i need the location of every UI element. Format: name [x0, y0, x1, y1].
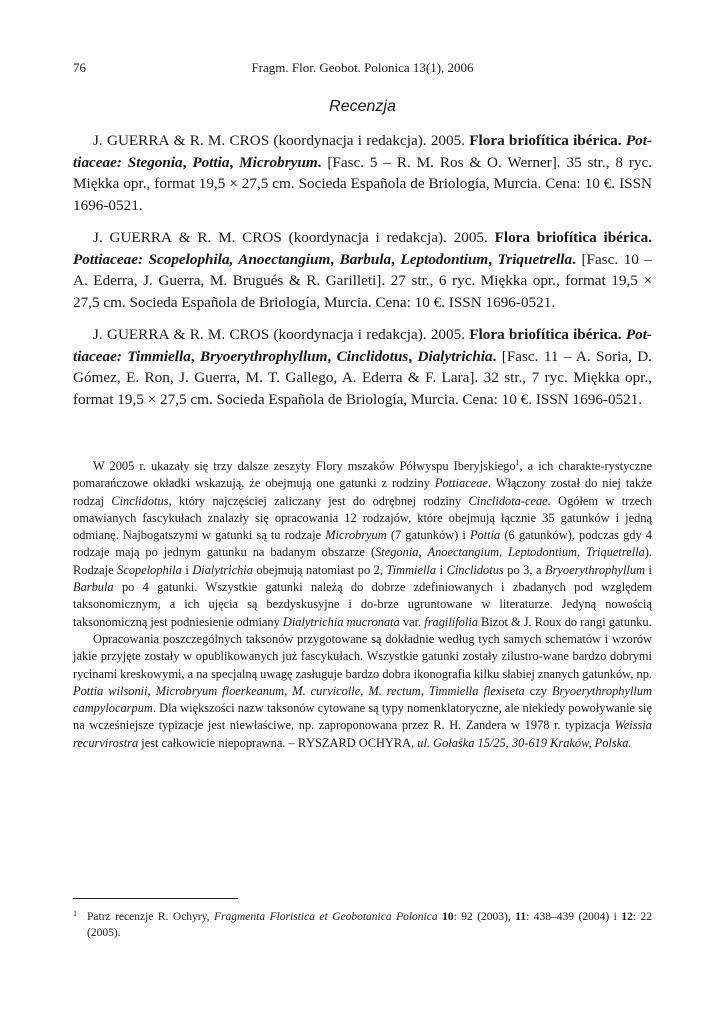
footnote-divider [73, 898, 238, 899]
footnote: 1 Patrz recenzje R. Ochyry, Fragmenta Floristica et Geobotanica Polonica 10: 92 (2003), 11: 438–439 (2004) i 12: 22 (2005). [73, 910, 652, 941]
bibliographic-entry: J. GUERRA & R. M. CROS (koordynacja i redakcja). 2005. Flora briofítica ibérica. Pot-tiaceae: Timmiella, Bryoerythrophyllum, Cinclidotus, Dialytrichia. [Fasc. 11 – A. Soria, D. Gómez, E. Ron, J. Guerra, M. T. Gallego, A. Ederra & F. Lara]. 32 str., 7 ryc. Miękka opr., format 19,5 × 27,5 cm. Socieda Española de Briología, Murcia. Cena: 10 €. ISSN 1696-0521. [73, 326, 653, 408]
reviewer-address: ul. Gołaśka 15/25, 30-619 Kraków, Polska. [417, 735, 632, 750]
page-number: 76 [73, 60, 86, 75]
bibliographic-entry: J. GUERRA & R. M. CROS (koordynacja i redakcja). 2005. Flora briofítica ibérica. Pot-tiaceae: Stegonia, Pottia, Microbryum. [Fasc. 5 – R. M. Ros & O. Werner]. 35 str., 8 ryc. Miękka opr., format 19,5 × 27,5 cm. Socieda Española de Briología, Murcia. Cena: 10 €. ISSN 1696-0521. [73, 132, 653, 214]
body-paragraph: Opracowania poszczególnych taksonów przygotowane są dokładnie według tych samych schematów i wzorów jakie przyjęte zostały w opublikowanych już fascykułach. Wszystkie gatunki zostały zilustro-wane bardzo dobrymi rycinami kreskowymi, a na specjalną uwagę zasługuje bardzo dobra ikonografia kilku słabiej znanych gatunków, np. Pottia wilsonii, Microbryum floerkeanum, M. curvicolle, M. rectum, Timmiella flexiseta czy Bryoerythrophyllum campylocarpum. Dla większości nazw taksonów cytowane są typy nomenklatoryczne, ale niekiedy powoływanie się na wcześniejsze typizacje jest niewłaściwe, np. zaproponowana przez R. H. Zandera w 1978 r. typizacja Weissia recurvirostra jest całkowicie niepoprawna. – RYSZARD OCHYRA, ul. Gołaśka 15/25, 30-619 Kraków, Polska. [73, 631, 653, 750]
footnote-mark: 1 [73, 909, 77, 918]
bibliographic-entry: J. GUERRA & R. M. CROS (koordynacja i redakcja). 2005. Flora briofítica ibérica. Pottiaceae: Scopelophila, Anoectangium, Barbula, Leptodontium, Triquetrella. [Fasc. 10 – A. Ederra, J. Guerra, M. Brugués & R. Garilleti]. 27 str., 6 ryc. Miękka opr., format 19,5 × 27,5 cm. Socieda Española de Briología, Murcia. Cena: 10 €. ISSN 1696-0521. [73, 229, 653, 311]
journal-citation: Fragm. Flor. Geobot. Polonica 13(1), 2006 [251, 60, 474, 75]
footnote-reference: 1 [515, 458, 520, 467]
body-paragraph: W 2005 r. ukazały się trzy dalsze zeszyty Flory mszaków Półwyspu Iberyjskiego$^1$, a ich charakte-rystyczne pomarańczowe okładki wskazują, że obejmują one gatunki z rodziny Pottiaceae. Włączony został do niej także rodzaj Cinclidotus, który najczęściej zaliczany jest do odrębnej rodziny Cinclidota-ceae. Ogółem w trzech omawianych fascykułach znalazły się opracowania 12 rodzajów, które obejmują łącznie 35 gatunków i jedną odmianę. Najbogatszymi w gatunki są tu rodzaje Microbryum (7 gatunków) i Pottia (6 gatunków), podczas gdy 4 rodzaje mają po jednym gatunku na badanym obszarze (Stegonia, Anoectangium, Leptodontium, Triquetrella). Rodzaje Scopelophila i Dialytrichia obejmują natomiast po 2, Timmiella i Cinclidotus po 3, a Bryoerythrophyllum i Barbula po 4 gatunki. Wszystkie gatunki należą do dobrze zdefiniowanych i zbadanych pod względem taksonomicznym, a ich ujęcia są bezdyskusyjne i do-brze ugruntowane w literaturze. Jedyną nowością taksonomiczną jest podniesienie odmiany Dialytrichia mucronata var. fragilifolia Bizot & J. Roux do rangi gatunku. [73, 458, 653, 629]
section-title: Recenzja [329, 98, 396, 115]
reviewer-name: RYSZARD OCHYRA [297, 735, 412, 750]
review-body [73, 458, 652, 752]
running-header [73, 60, 652, 76]
reviewed-publications [73, 130, 652, 421]
